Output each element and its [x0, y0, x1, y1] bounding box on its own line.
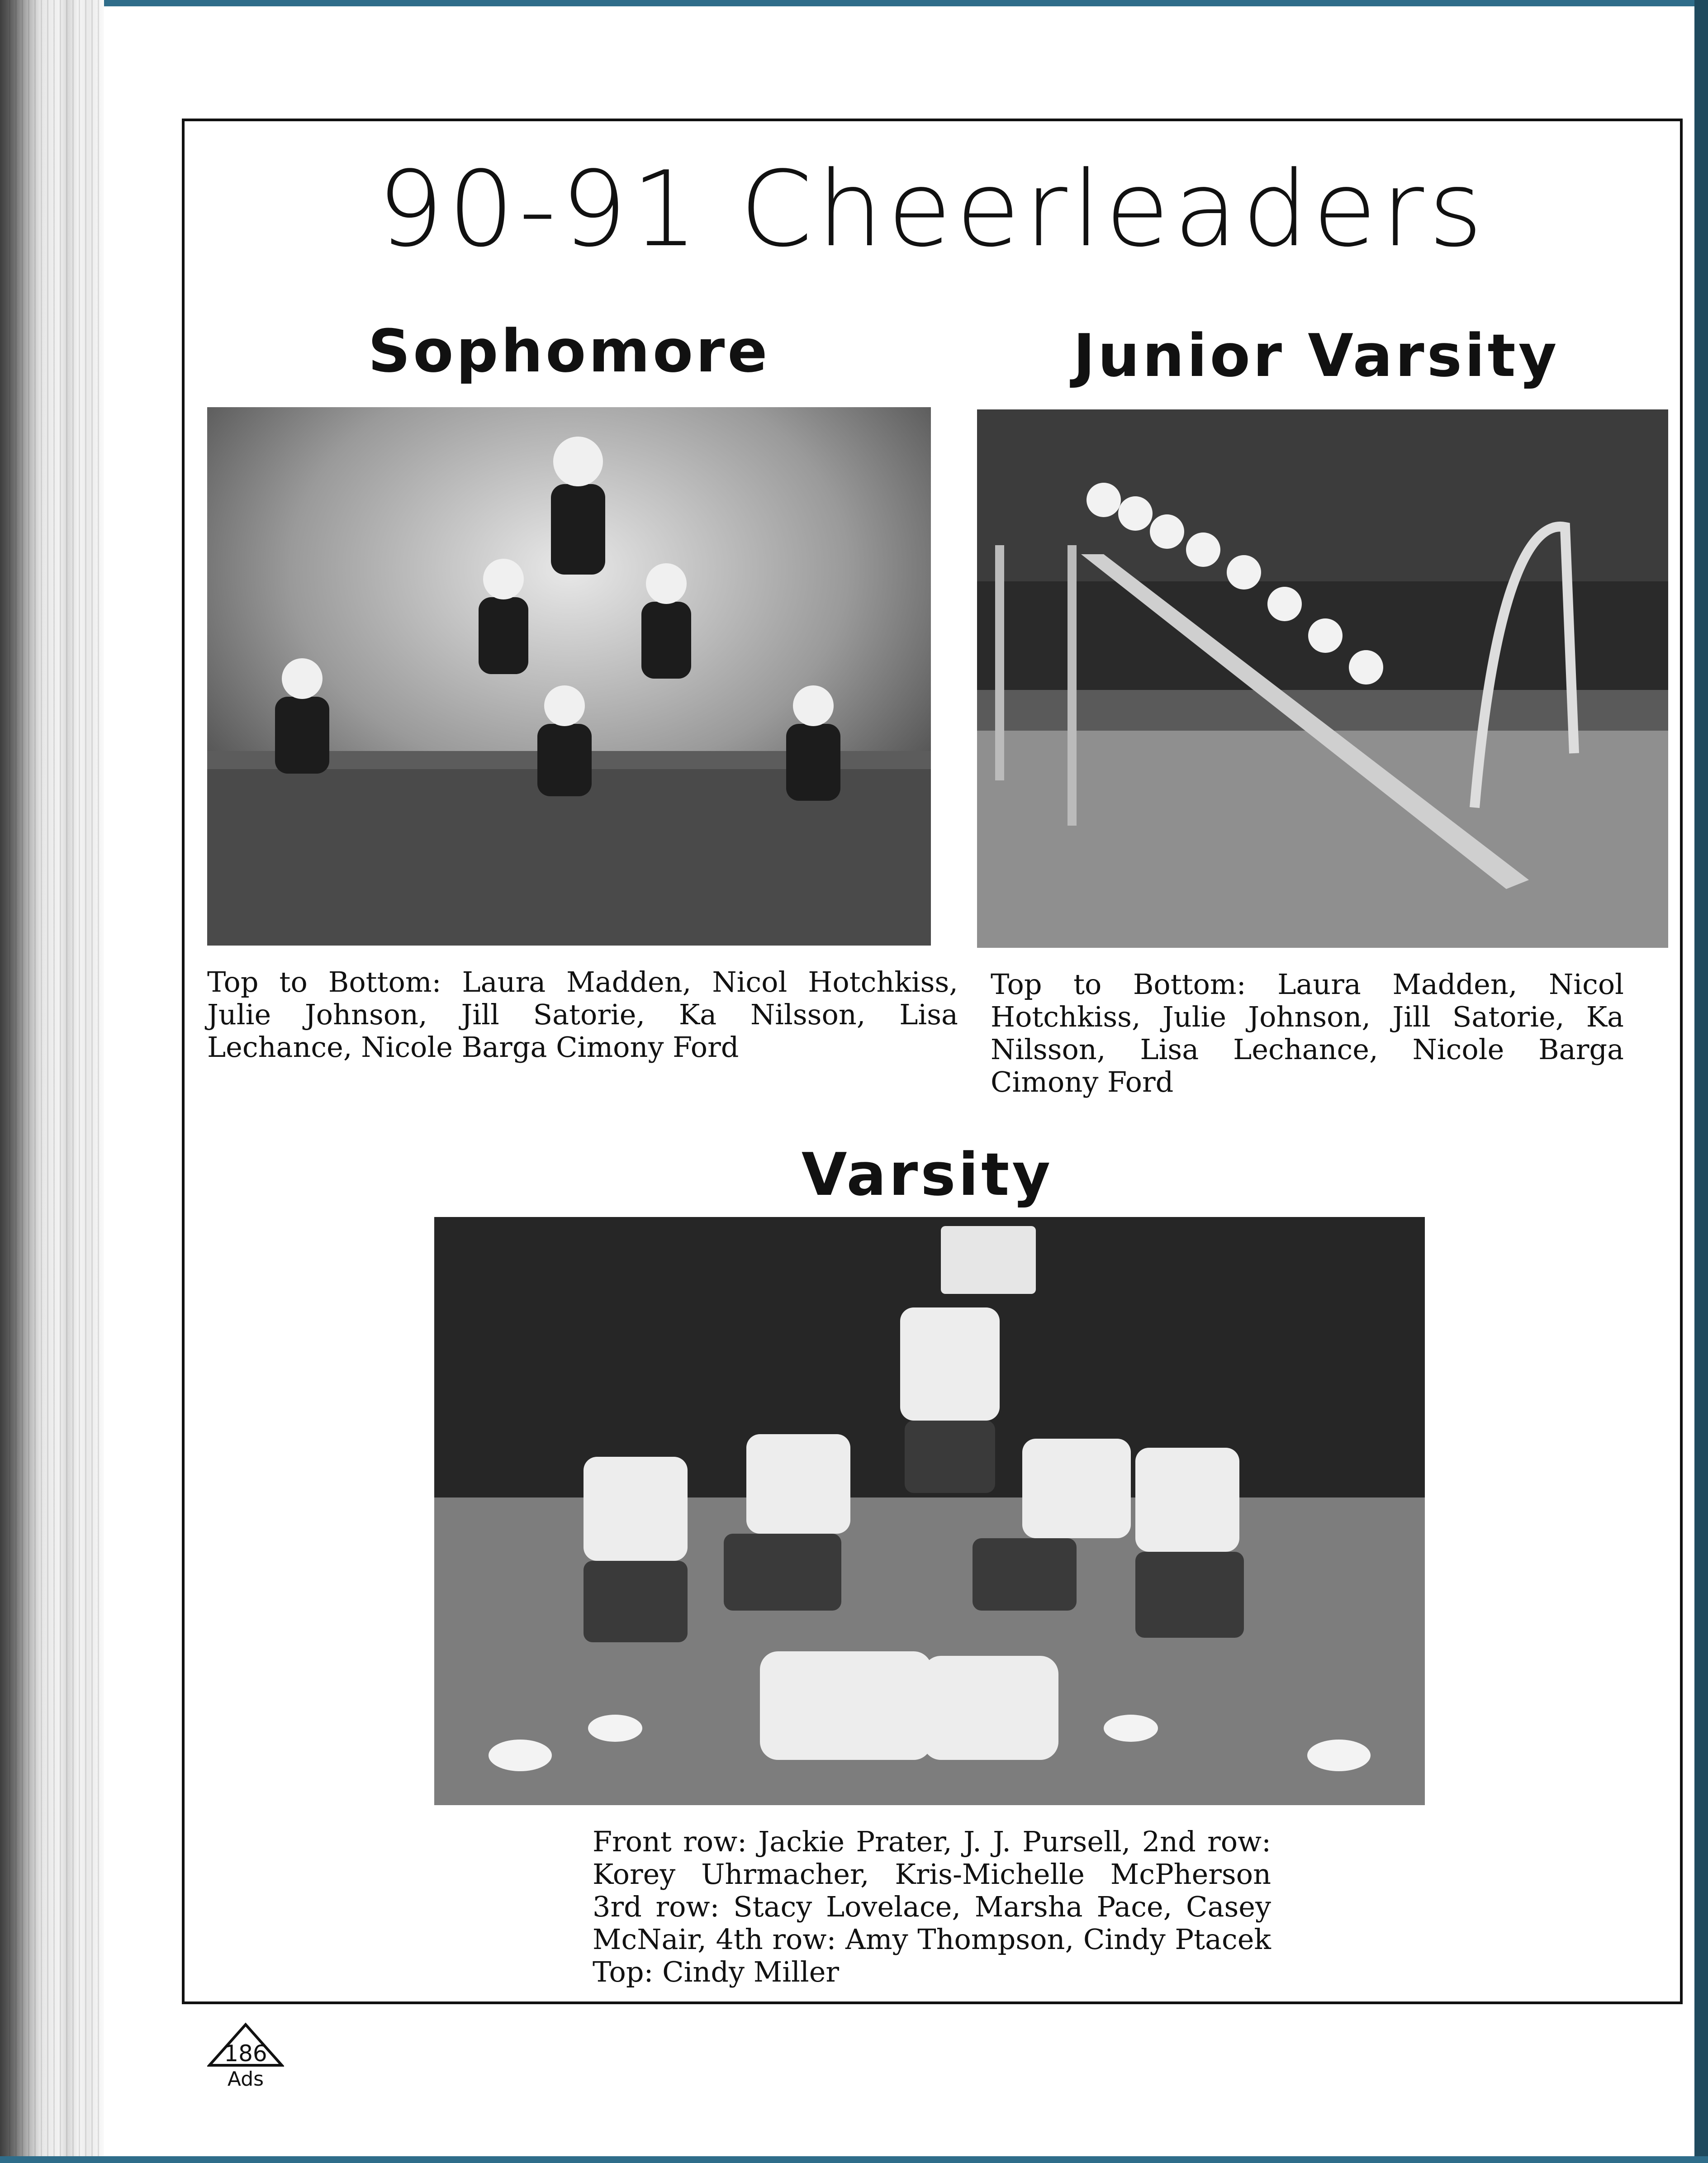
- junior-varsity-caption: Top to Bottom: Laura Madden, Nicol Hotchkiss, Julie Johnson, Jill Satorie, Ka Nilsson, Lisa Lechance, Nicole Barga Cimony Ford: [991, 968, 1624, 1098]
- page-right-edge: [1694, 0, 1708, 2163]
- varsity-photo: [434, 1217, 1425, 1805]
- sophomore-photo-image: [207, 407, 931, 946]
- junior-varsity-heading: Junior Varsity: [1073, 321, 1560, 390]
- sophomore-caption: Top to Bottom: Laura Madden, Nicol Hotchkiss, Julie Johnson, Jill Satorie, Ka Nilsson, Lisa Lechance, Nicole Barga Cimony Ford: [207, 965, 958, 1064]
- junior-varsity-photo: [977, 409, 1668, 948]
- junior-varsity-photo-image: [977, 409, 1668, 948]
- varsity-photo-image: [434, 1217, 1425, 1805]
- page-edges: [9, 0, 104, 2163]
- page-number-badge: [207, 2022, 284, 2091]
- varsity-heading: Varsity: [801, 1140, 1053, 1209]
- varsity-caption: Front row: Jackie Prater, J. J. Pursell, 2nd row: Korey Uhrmacher, Kris-Michelle McPherson 3rd row: Stacy Lovelace, Marsha Pace, Casey McNair, 4th row: Amy Thompson, Cindy Ptacek Top: Cindy Miller: [593, 1825, 1271, 1988]
- page-bottom-edge: [0, 2156, 1708, 2163]
- page-section-label: Ads: [227, 2068, 264, 2091]
- page-top-edge: [0, 0, 1708, 6]
- page-title: 90-91 Cheerleaders: [377, 149, 1487, 270]
- sophomore-heading: Sophomore: [368, 317, 770, 385]
- page-number: 186: [224, 2040, 267, 2067]
- sophomore-photo: [207, 407, 931, 946]
